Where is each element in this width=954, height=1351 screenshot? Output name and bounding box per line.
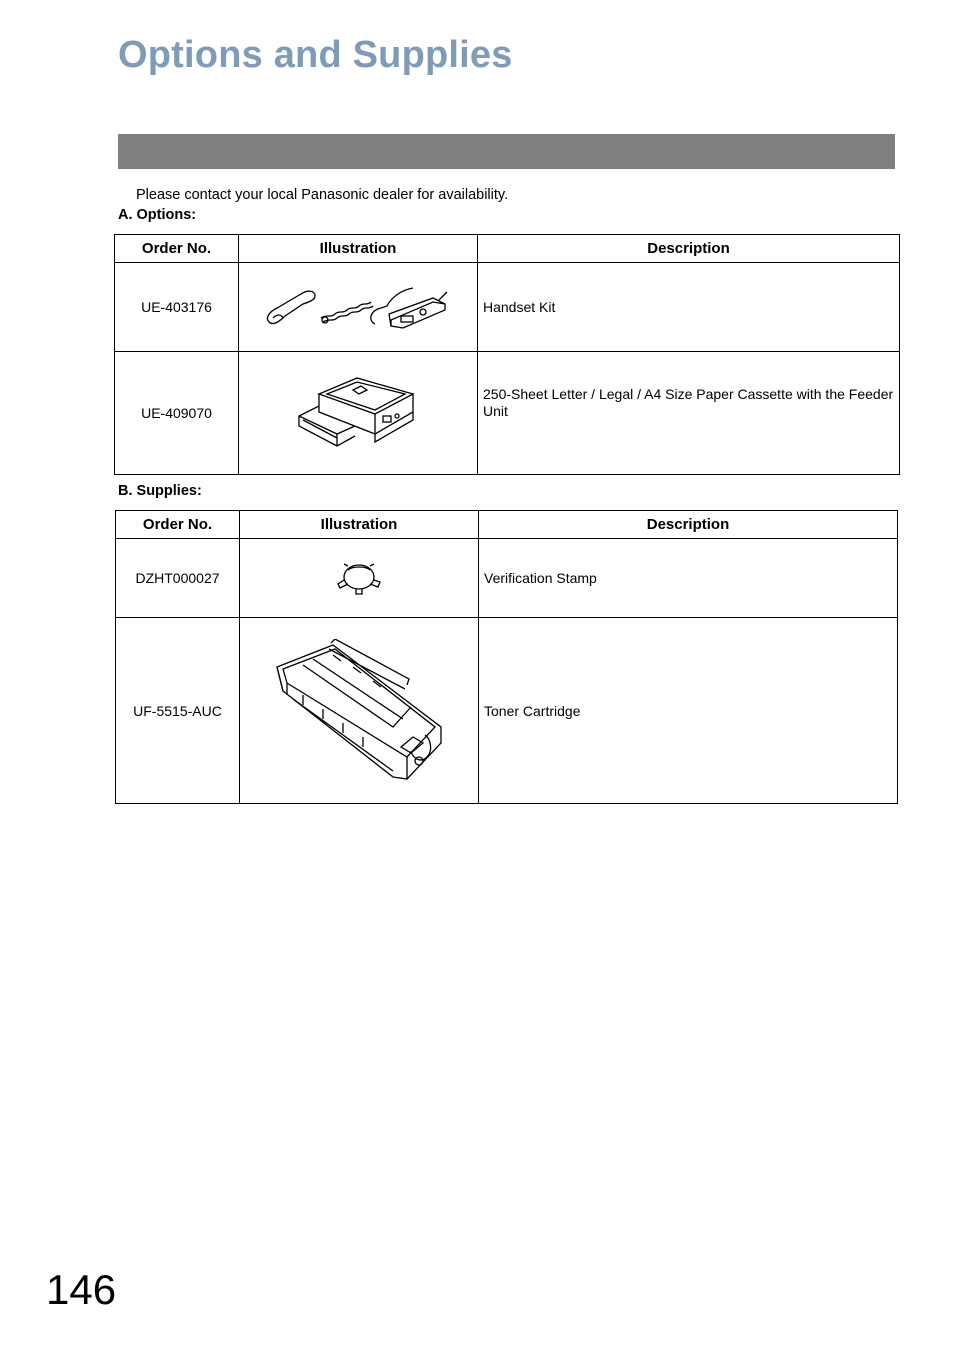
column-header: Description — [479, 511, 898, 539]
toner-cartridge-icon — [273, 639, 445, 783]
order-number: UE-409070 — [115, 352, 239, 475]
item-description: 250-Sheet Letter / Legal / A4 Size Paper Cassette with the Feeder Unit — [478, 352, 900, 475]
column-header: Illustration — [240, 511, 479, 539]
table-header-row — [116, 511, 898, 539]
page-number: 146 — [46, 1266, 117, 1313]
verification-stamp-icon — [334, 560, 384, 596]
order-number: UF-5515-AUC — [116, 618, 240, 804]
column-header: Order No. — [115, 235, 239, 263]
supplies-table — [115, 510, 898, 804]
table-header-row — [115, 235, 900, 263]
handset-kit-icon — [263, 284, 453, 330]
supplies-heading: B. Supplies: — [118, 483, 202, 499]
section-header-bar — [118, 134, 895, 169]
table-row — [116, 539, 898, 618]
intro-text: Please contact your local Panasonic dealer for availability. — [136, 187, 509, 203]
order-number: UE-403176 — [115, 263, 239, 352]
options-heading: A. Options: — [118, 207, 197, 223]
table-row — [115, 263, 900, 352]
item-description: Verification Stamp — [479, 539, 898, 618]
page-title: Options and Supplies — [118, 34, 513, 76]
table-row — [115, 352, 900, 475]
item-description: Handset Kit — [478, 263, 900, 352]
column-header: Description — [478, 235, 900, 263]
paper-cassette-icon — [293, 372, 423, 454]
table-row — [116, 618, 898, 804]
column-header: Order No. — [116, 511, 240, 539]
order-number: DZHT000027 — [116, 539, 240, 618]
item-description: Toner Cartridge — [479, 618, 898, 804]
column-header: Illustration — [239, 235, 478, 263]
options-table — [114, 234, 900, 475]
